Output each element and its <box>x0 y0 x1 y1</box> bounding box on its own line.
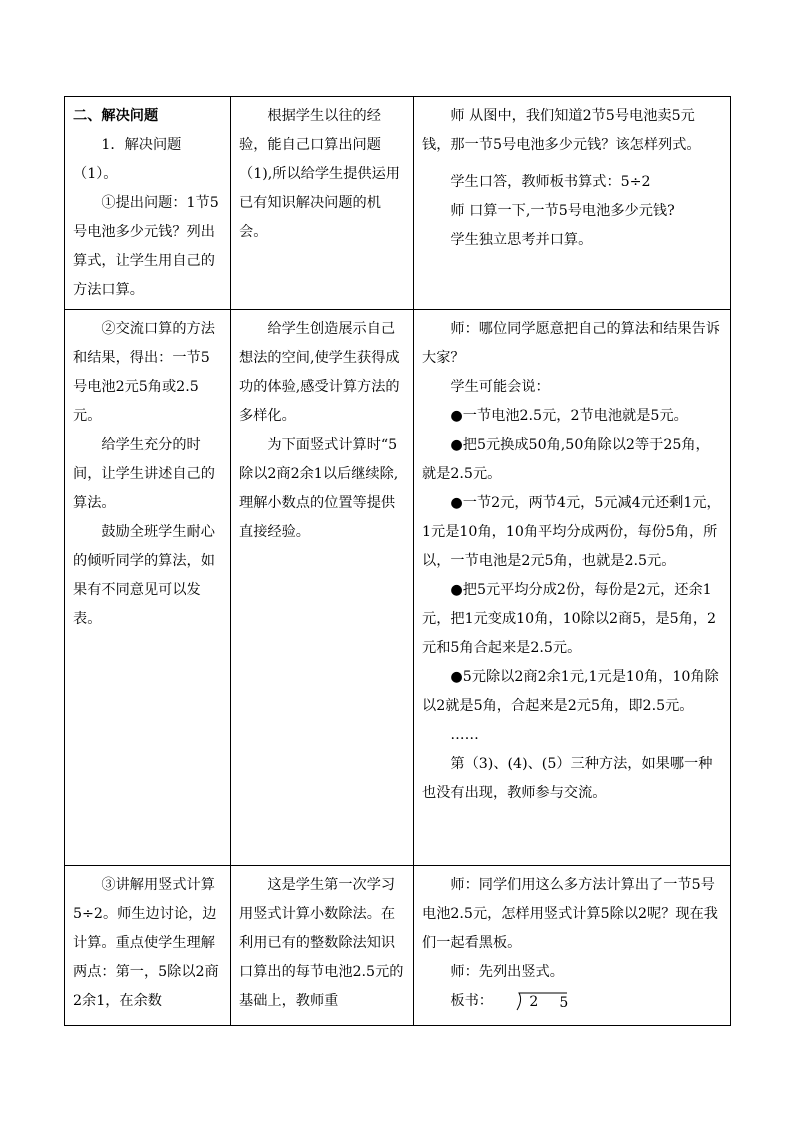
activity-cell <box>65 866 231 1026</box>
long-division-figure <box>499 990 569 1012</box>
lesson-plan-table <box>64 96 731 1026</box>
paragraph: 师：同学们用这么多方法计算出了一节5号电池2.5元，怎样用竖式计算5除以2呢？现在我们一起看黑板。 <box>422 877 718 951</box>
section-heading: 二、解决问题 <box>73 108 159 124</box>
paragraph: ●一节2元，两节4元，5元减4元还剩1元，1元是10角，10角平均分成两份，每份5角，所以，一节电池是2元5角，也就是2.5元。 <box>422 495 721 569</box>
dialogue-cell <box>414 97 731 310</box>
paragraph: ●把5元换成50角,50角除以2等于25角，就是2.5元。 <box>422 437 710 482</box>
paragraph: ①提出问题：1节5号电池多少元钱？列出算式，让学生用自己的方法口算。 <box>73 195 219 298</box>
paragraph: ③讲解用竖式计算5÷2。师生边讨论，边计算。重点使学生理解两点：第一，5除以2商2余1，在余数 <box>73 877 219 1009</box>
ellipsis-text: …… <box>450 727 479 743</box>
divisor: 2 <box>529 994 539 1010</box>
paragraph: ●把5元平均分成2份，每份是2元，还余1元，把1元变成10角，10除以2商5，是5角，2元和5角合起来是2.5元。 <box>422 582 717 656</box>
dialogue-cell <box>414 310 731 866</box>
activity-cell <box>65 310 231 866</box>
intent-cell <box>231 97 414 310</box>
paragraph: 学生独立思考并口算。 <box>450 232 593 248</box>
paragraph: ②交流口算的方法和结果，得出：一节5号电池2元5角或2.5元。 <box>73 321 215 424</box>
dialogue-cell <box>414 866 731 1026</box>
paragraph: 师 口算一下,一节5号电池多少元钱? <box>450 203 675 219</box>
activity-cell <box>65 97 231 310</box>
board-writing <box>422 987 722 1016</box>
paragraph: 学生口答，教师板书算式：5÷2 <box>450 174 651 190</box>
intent-cell <box>231 310 414 866</box>
paragraph: 为下面竖式计算时“5除以2商2余1以后继续除,理解小数点的位置等提供直接经验。 <box>239 437 399 540</box>
paragraph: 师：哪位同学愿意把自己的算法和结果告诉大家？ <box>422 321 720 366</box>
paragraph: 给学生充分的时间，让学生讲述自己的算法。 <box>73 437 215 511</box>
paragraph: ●5元除以2商2余1元,1元是10角，10角除以2就是5角，合起来是2元5角，即2.5元。 <box>422 669 719 714</box>
paragraph: ●一节电池2.5元，2节电池就是5元。 <box>450 408 688 424</box>
paragraph: 给学生创造展示自己想法的空间,使学生获得成功的体验,感受计算方法的多样化。 <box>239 321 400 424</box>
table-row <box>65 310 731 866</box>
paragraph: 师 从图中，我们知道2节5号电池卖5元钱，那一节5号电池多少元钱？该怎样列式。 <box>422 108 701 153</box>
paragraph: 这是学生第一次学习用竖式计算小数除法。在利用已有的整数除法知识口算出的每节电池2.5元的基础上，教师重 <box>239 877 404 1009</box>
paragraph: 鼓励全班学生耐心的倾听同学的算法，如果有不同意见可以发表。 <box>73 524 215 627</box>
paragraph: 学生可能会说： <box>450 379 550 395</box>
paragraph: 第（3)、(4)、(5）三种方法，如果哪一种也没有出现，教师参与交流。 <box>422 756 713 801</box>
paragraph: 师：先列出竖式。 <box>450 964 564 980</box>
dividend: 5 <box>559 995 569 1011</box>
table-row <box>65 97 731 310</box>
table-row <box>65 866 731 1026</box>
intent-cell <box>231 866 414 1026</box>
board-label: 板书： <box>450 993 493 1009</box>
paragraph: 根据学生以往的经验，能自己口算出问题（1),所以给学生提供运用已有知识解决问题的机会。 <box>239 108 400 240</box>
paragraph: 1．解决问题（1）。 <box>73 137 182 182</box>
